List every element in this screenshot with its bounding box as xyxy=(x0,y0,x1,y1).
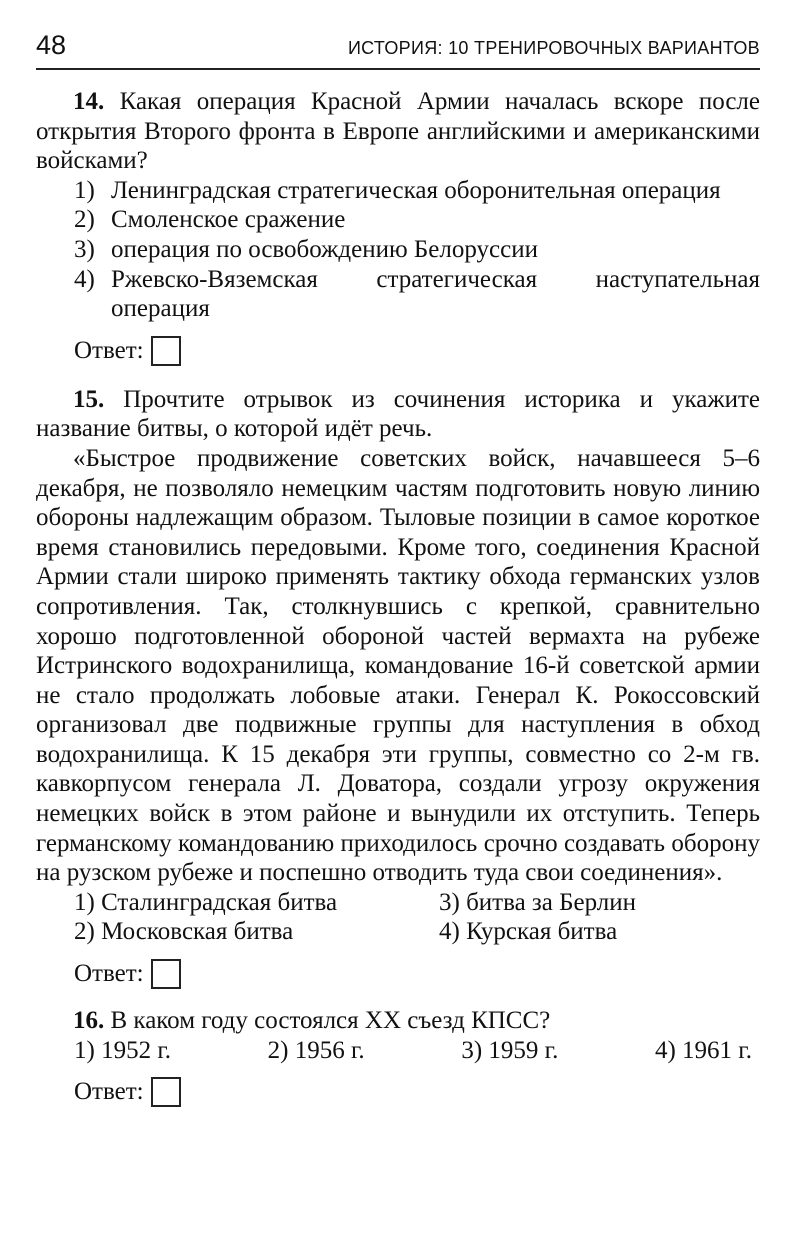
answer-box-16[interactable] xyxy=(151,1077,181,1107)
option-text: 1952 г. xyxy=(101,1036,172,1064)
option-14-4[interactable] xyxy=(36,265,760,324)
option-text: Смоленское сражение xyxy=(111,206,346,234)
option-text: Сталинградская битва xyxy=(101,888,338,916)
question-14-prompt: Какая операция Красной Армии началась вскоре после открытия Второго фронта в Европе английскими и американскими войсками? xyxy=(36,88,760,175)
question-14-number: 14. xyxy=(73,88,105,115)
question-16-prompt: В каком году состоялся XX съезд КПСС? xyxy=(110,1007,551,1035)
option-text: Курская битва xyxy=(466,918,618,946)
running-title: ИСТОРИЯ: 10 ТРЕНИРОВОЧНЫХ ВАРИАНТОВ xyxy=(347,38,760,58)
answer-label: Ответ: xyxy=(74,336,144,364)
option-number: 4) xyxy=(654,1036,676,1064)
option-16-1[interactable] xyxy=(74,1036,171,1066)
option-number: 4) xyxy=(439,918,460,946)
answer-box-15[interactable] xyxy=(151,959,181,989)
option-text: операция по освобождению Белоруссии xyxy=(111,235,538,263)
option-16-2[interactable] xyxy=(268,1036,365,1066)
question-15-options xyxy=(36,888,760,947)
option-14-1[interactable] xyxy=(36,176,760,206)
option-text: 1959 г. xyxy=(488,1036,559,1064)
answer-box-14[interactable] xyxy=(151,336,181,366)
option-16-3[interactable] xyxy=(461,1036,558,1066)
option-15-1[interactable] xyxy=(74,888,439,918)
question-15-quote: «Быстрое продвижение советских войск, начавшееся 5–6 декабря, не позволяло немецким частям подготовить новую линию обороны надлежащим образом. Тыловые позиции в самое короткое время становились передовыми. Кроме того, соединения Красной Армии стали широко применять тактику обхода германских узлов сопротивления. Так, столкнувшись с крепкой, сравнительно хорошо подготовленной обороной частей вермахта на рубеже Истринского водохранилища, командование 16-й советской армии не стало продолжать лобовые атаки. Генерал К. Рокоссовский организовал две подвижные группы для наступления в обход водохранилища. К 15 декабря эти группы, совместно со 2-м гв. кавкорпусом генерала Л. Доватора, создали угрозу окружения немецких войск в этом районе и вынудили их отступить. Теперь германскому командованию приходилось срочно создавать оборону на рузском рубеже и поспешно отводить туда свои соединения». xyxy=(36,444,760,887)
option-15-3[interactable] xyxy=(439,888,759,918)
option-text: 1956 г. xyxy=(294,1036,365,1064)
option-14-2[interactable] xyxy=(36,205,760,235)
question-14 xyxy=(36,87,760,371)
page-content xyxy=(36,87,760,1112)
option-number: 1) xyxy=(74,176,95,204)
option-number: 3) xyxy=(461,1036,483,1064)
question-16-number: 16. xyxy=(73,1007,105,1035)
answer-label: Ответ: xyxy=(74,1078,144,1106)
option-text: Ленинградская стратегическая оборонительная операция xyxy=(111,176,721,204)
question-15-prompt: Прочтите отрывок из сочинения историка и укажите название битвы, о которой идёт речь. xyxy=(36,385,761,443)
answer-14 xyxy=(36,331,760,371)
answer-15 xyxy=(36,954,760,994)
question-16 xyxy=(36,1006,760,1112)
option-text: Московская битва xyxy=(101,918,294,946)
page xyxy=(36,28,760,1243)
page-number: 48 xyxy=(36,30,67,60)
option-number: 3) xyxy=(74,235,95,263)
option-number: 2) xyxy=(74,206,95,234)
option-text: Ржевско-Вяземская стратегическая наступательная операция xyxy=(111,265,760,323)
option-number: 1) xyxy=(74,1036,95,1064)
option-text: 1961 г. xyxy=(682,1036,752,1064)
option-number: 4) xyxy=(74,265,95,293)
option-16-4[interactable] xyxy=(655,1036,752,1066)
question-15 xyxy=(36,385,760,994)
option-number: 2) xyxy=(74,918,95,946)
option-15-2[interactable] xyxy=(74,917,439,947)
option-text: битва за Берлин xyxy=(466,888,636,916)
page-header xyxy=(36,28,760,70)
question-14-text xyxy=(36,87,760,176)
question-15-number: 15. xyxy=(73,385,105,413)
question-16-text xyxy=(36,1006,760,1036)
option-number: 3) xyxy=(439,888,460,916)
option-15-4[interactable] xyxy=(439,917,759,947)
answer-16 xyxy=(36,1072,760,1112)
option-14-3[interactable] xyxy=(36,235,760,265)
question-15-text xyxy=(36,385,760,444)
option-number: 2) xyxy=(267,1036,289,1064)
answer-label: Ответ: xyxy=(74,960,144,988)
question-14-options xyxy=(36,176,760,324)
question-16-options xyxy=(36,1036,760,1066)
option-number: 1) xyxy=(74,888,95,916)
